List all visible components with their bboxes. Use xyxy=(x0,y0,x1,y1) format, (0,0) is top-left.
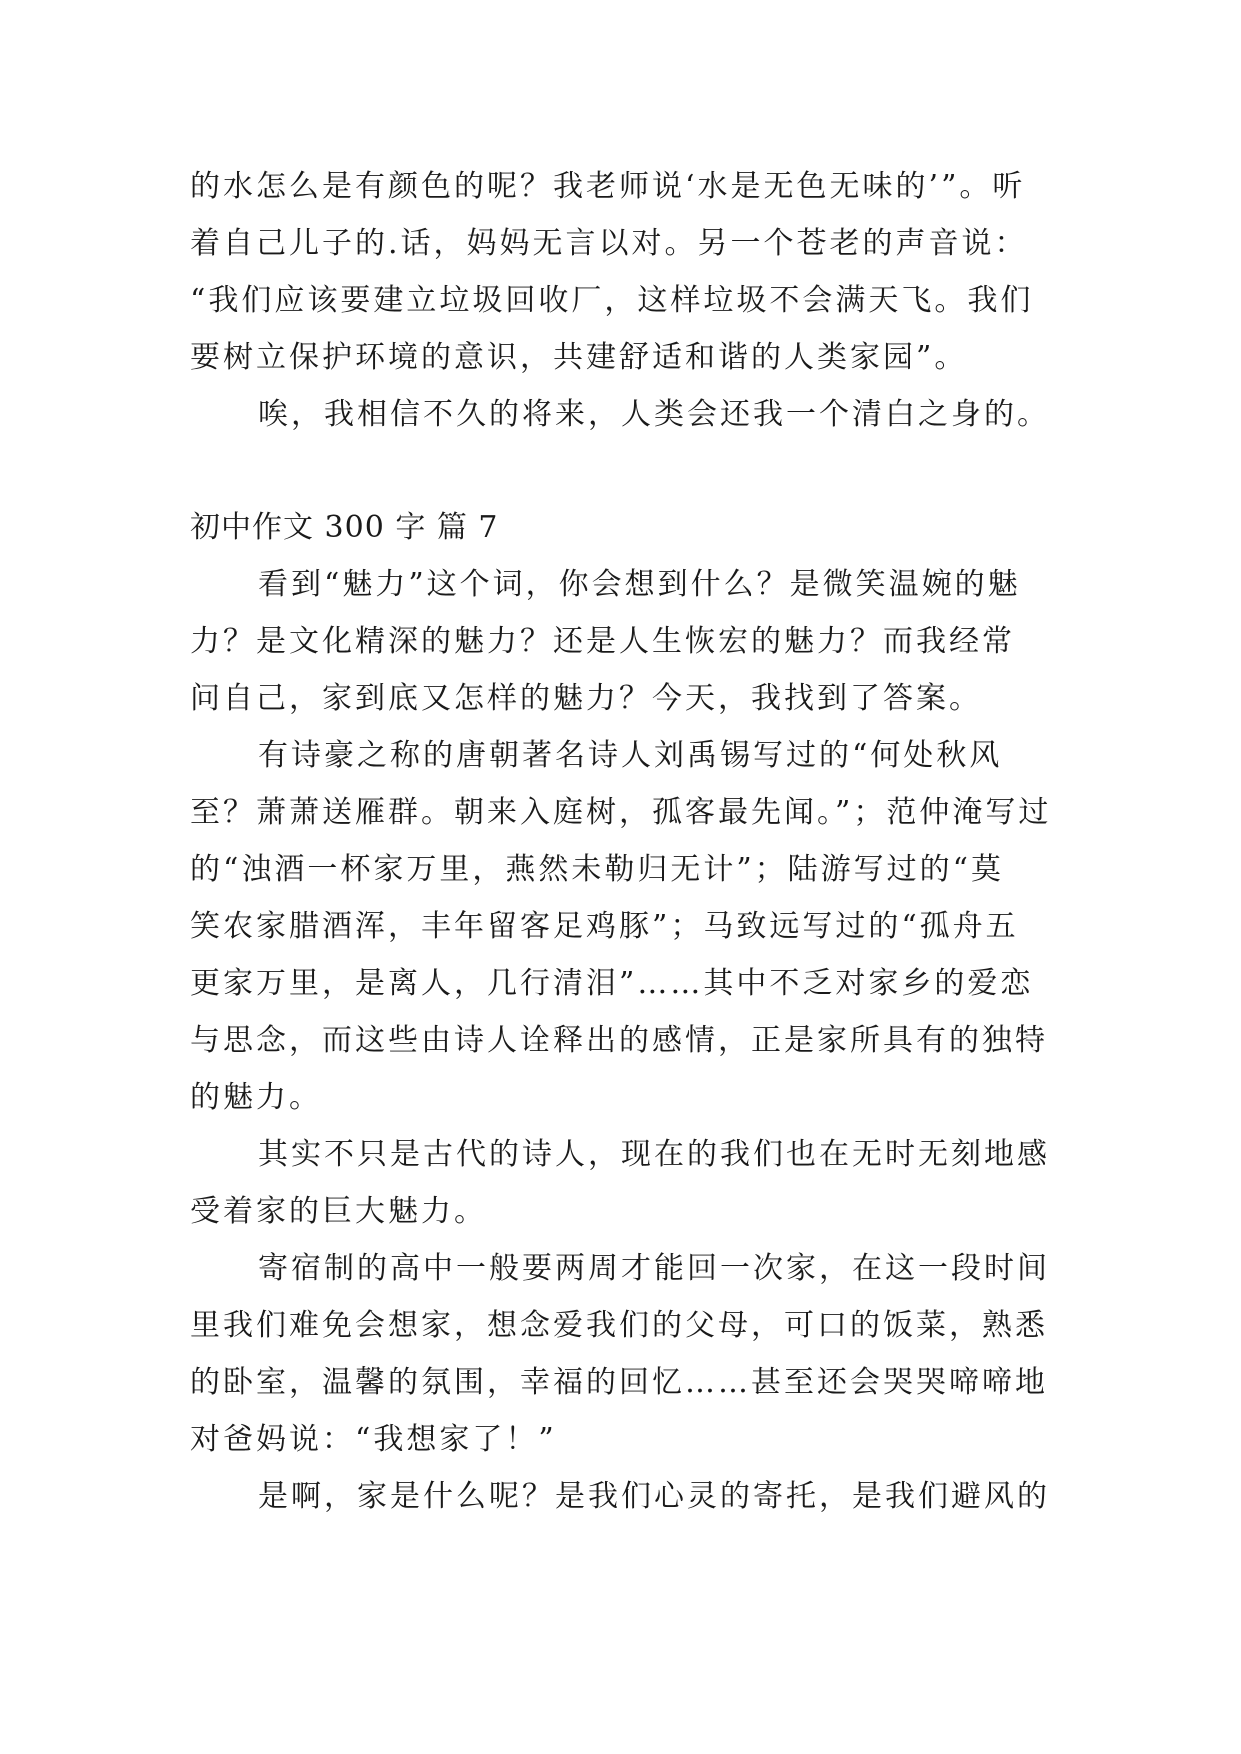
paragraph-3-line: 受着家的巨大魅力。 xyxy=(190,1194,487,1229)
text-line: 的水怎么是有颜色的呢？我老师说‘水是无色无味的’”。听 xyxy=(190,169,1026,204)
text-line: “我们应该要建立垃圾回收厂，这样垃圾不会满天飞。我们 xyxy=(190,283,1034,318)
document-body xyxy=(190,158,1060,1525)
text-line: 着自己儿子的.话，妈妈无言以对。另一个苍老的声音说： xyxy=(190,226,1028,261)
paragraph-2-line: 与思念，而这些由诗人诠释出的感情，正是家所具有的独特 xyxy=(190,1023,1048,1058)
section-gap xyxy=(190,443,1060,499)
paragraph-4-line: 寄宿制的高中一般要两周才能回一次家，在这一段时间 xyxy=(258,1251,1050,1286)
paragraph-1-line: 力？是文化精深的魅力？还是人生恢宏的魅力？而我经常 xyxy=(190,624,1015,659)
paragraph-2-line: 有诗豪之称的唐朝著名诗人刘禹锡写过的“何处秋风 xyxy=(258,738,1003,773)
paragraph-1-line: 问自己，家到底又怎样的魅力？今天，我找到了答案。 xyxy=(190,681,982,716)
paragraph-4-line: 对爸妈说：“我想家了！” xyxy=(190,1422,557,1457)
paragraph-5-line: 是啊，家是什么呢？是我们心灵的寄托，是我们避风的 xyxy=(258,1479,1050,1514)
paragraph-1-line: 看到“魅力”这个词，你会想到什么？是微笑温婉的魅 xyxy=(258,567,1021,602)
paragraph-2-line: 的“浊酒一杯家万里，燕然未勒归无计”；陆游写过的“莫 xyxy=(190,852,1005,887)
paragraph-4-line: 里我们难免会想家，想念爱我们的父母，可口的饭菜，熟悉 xyxy=(190,1308,1048,1343)
text-line: 要树立保护环境的意识，共建舒适和谐的人类家园”。 xyxy=(190,340,968,375)
section-heading: 初中作文 300 字 篇 7 xyxy=(190,510,499,545)
paragraph-2-line: 至？萧萧送雁群。朝来入庭树，孤客最先闻。”；范仲淹写过 xyxy=(190,795,1052,830)
closing-line: 唉，我相信不久的将来，人类会还我一个清白之身的。 xyxy=(258,397,1050,432)
paragraph-2-line: 笑农家腊酒浑，丰年留客足鸡豚”；马致远写过的“孤舟五 xyxy=(190,909,1019,944)
paragraph-2-line: 的魅力。 xyxy=(190,1080,322,1115)
paragraph-3-line: 其实不只是古代的诗人，现在的我们也在无时无刻地感 xyxy=(258,1137,1050,1172)
paragraph-4-line: 的卧室，温馨的氛围，幸福的回忆……甚至还会哭哭啼啼地 xyxy=(190,1365,1048,1400)
paragraph-2-line: 更家万里，是离人，几行清泪”……其中不乏对家乡的爱恋 xyxy=(190,966,1034,1001)
